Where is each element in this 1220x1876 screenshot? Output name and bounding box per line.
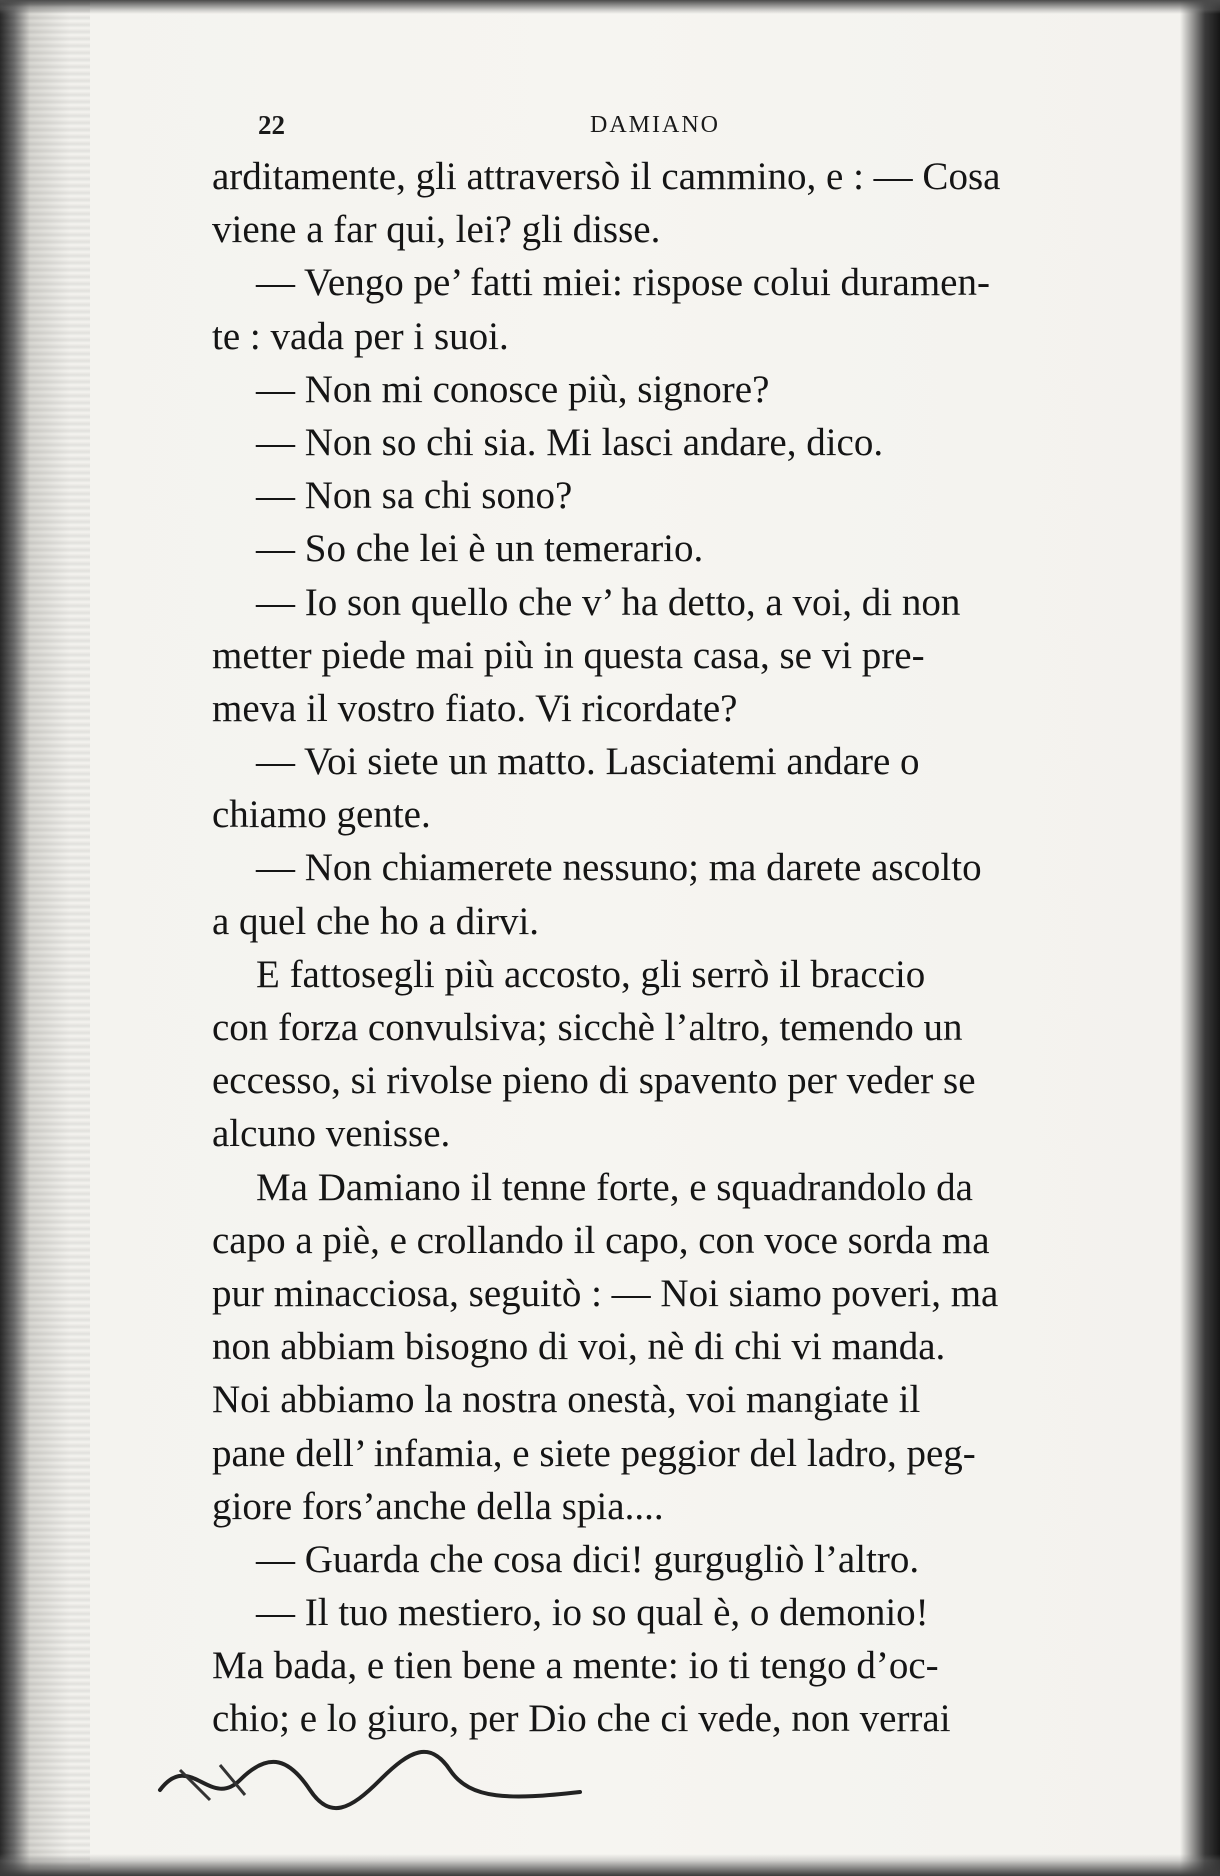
- text-line: — Non sa chi sono?: [256, 474, 573, 518]
- text-line: — Non mi conosce più, signore?: [256, 367, 770, 411]
- text-line: chiamo gente.: [212, 793, 431, 837]
- text-line: — Il tuo mestiero, io so qual è, o demonio!: [256, 1591, 929, 1635]
- text-line: — Non chiamerete nessuno; ma darete ascolto: [256, 846, 982, 890]
- text-line: Noi abbiamo la nostra onestà, voi mangiate il: [212, 1378, 921, 1422]
- body-text: [212, 150, 1096, 1746]
- text-line: giore fors’anche della spia....: [212, 1484, 664, 1528]
- text-line: alcuno venisse.: [212, 1112, 451, 1156]
- text-line: non abbiam bisogno di voi, nè di chi vi manda.: [212, 1325, 946, 1369]
- text-line: viene a far qui, lei? gli disse.: [212, 208, 661, 252]
- text-line: — Voi siete un matto. Lasciatemi andare o: [256, 740, 920, 784]
- text-line: — Guarda che cosa dici! gurgugliò l’altro.: [256, 1537, 920, 1581]
- text-line: te : vada per i suoi.: [212, 314, 509, 358]
- page-top-edge: [0, 0, 1220, 14]
- binding-shadow: [0, 0, 90, 1876]
- text-line: capo a piè, e crollando il capo, con voce sorda ma: [212, 1218, 990, 1262]
- text-line: — Non so chi sia. Mi lasci andare, dico.: [256, 420, 884, 464]
- text-line: — Io son quello che v’ ha detto, a voi, di non: [256, 580, 961, 624]
- text-line: — So che lei è un temerario.: [256, 527, 704, 571]
- text-line: chio; e lo giuro, per Dio che ci vede, non verrai: [212, 1697, 951, 1741]
- text-line: eccesso, si rivolse pieno di spavento per veder se: [212, 1059, 976, 1103]
- text-line: arditamente, gli attraversò il cammino, e : — Cosa: [212, 155, 1001, 198]
- text-line: Ma Damiano il tenne forte, e squadrandolo da: [256, 1165, 973, 1209]
- text-line: con forza convulsiva; sicchè l’altro, temendo un: [212, 1006, 963, 1049]
- page-header: [240, 110, 1100, 146]
- text-line: — Vengo pe’ fatti miei: rispose colui duramen-: [256, 261, 990, 305]
- text-line: pane dell’ infamia, e siete peggior del ladro, peg-: [212, 1431, 976, 1475]
- text-line: Ma bada, e tien bene a mente: io ti tengo d’oc-: [212, 1644, 939, 1688]
- page-number: 22: [258, 110, 285, 140]
- text-line: pur minacciosa, seguitò : — Noi siamo poveri, ma: [212, 1271, 999, 1315]
- running-title: DAMIANO: [590, 112, 720, 138]
- text-line: E fattosegli più accosto, gli serrò il braccio: [256, 952, 926, 996]
- text-line: a quel che ho a dirvi.: [212, 899, 540, 943]
- ink-flourish-mark: [150, 1730, 590, 1820]
- page-bottom-edge: [0, 1854, 1220, 1876]
- text-line: meva il vostro fiato. Vi ricordate?: [212, 686, 738, 730]
- text-line: metter piede mai più in questa casa, se vi pre-: [212, 633, 925, 677]
